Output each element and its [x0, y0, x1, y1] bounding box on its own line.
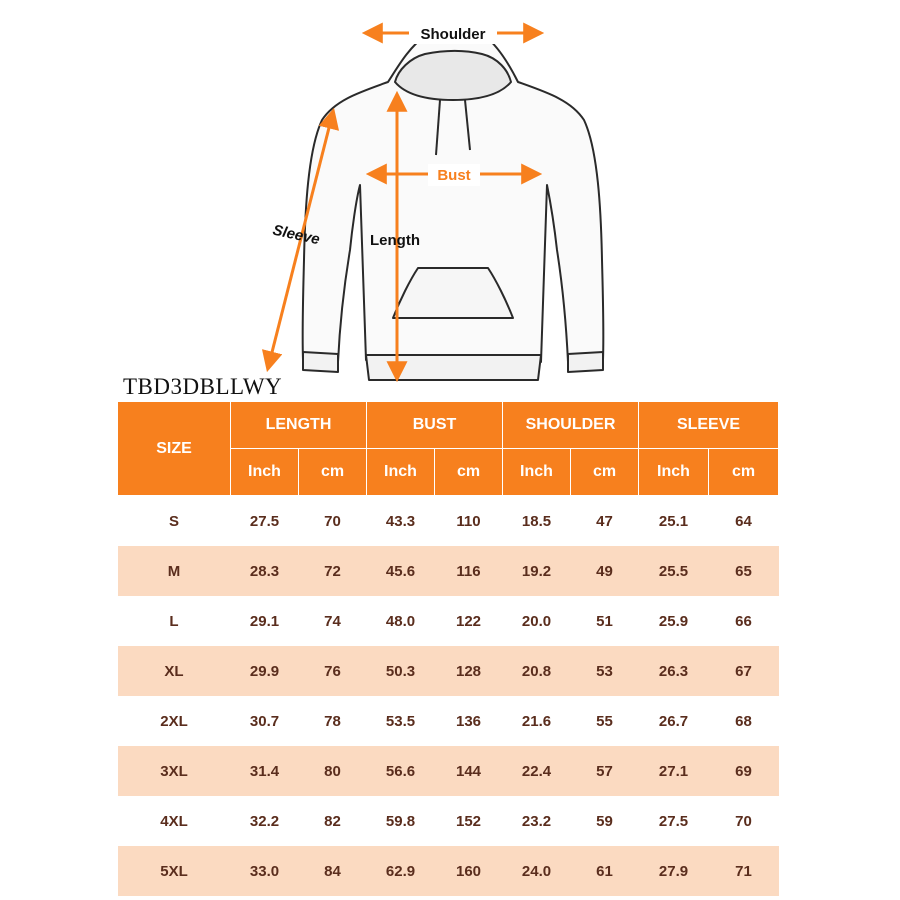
unit-cm-header: cm — [709, 449, 779, 496]
sleeve-header: SLEEVE — [639, 402, 779, 449]
measurement-cell: 32.2 — [231, 796, 299, 846]
table-row — [118, 646, 779, 696]
size-chart-table — [117, 401, 779, 896]
measurement-cell: 21.6 — [503, 696, 571, 746]
measurement-cell: 18.5 — [503, 496, 571, 547]
measurement-cell: 29.1 — [231, 596, 299, 646]
measurement-cell: 61 — [571, 846, 639, 896]
bust-header: BUST — [367, 402, 503, 449]
size-cell: M — [118, 546, 231, 596]
measurement-cell: 116 — [435, 546, 503, 596]
measurement-cell: 82 — [299, 796, 367, 846]
measurement-cell: 59 — [571, 796, 639, 846]
measurement-cell: 70 — [709, 796, 779, 846]
measurement-cell: 25.5 — [639, 546, 709, 596]
unit-inch-header: Inch — [639, 449, 709, 496]
unit-cm-header: cm — [435, 449, 503, 496]
measurement-cell: 26.7 — [639, 696, 709, 746]
measurement-cell: 152 — [435, 796, 503, 846]
size-header: SIZE — [118, 402, 231, 496]
measurement-cell: 53 — [571, 646, 639, 696]
unit-cm-header: cm — [299, 449, 367, 496]
measurement-cell: 57 — [571, 746, 639, 796]
measurement-cell: 27.5 — [231, 496, 299, 547]
measurement-cell: 31.4 — [231, 746, 299, 796]
measurement-cell: 72 — [299, 546, 367, 596]
table-row — [118, 546, 779, 596]
measurement-cell: 30.7 — [231, 696, 299, 746]
bust-label: Bust — [437, 167, 471, 184]
measurement-cell: 50.3 — [367, 646, 435, 696]
unit-inch-header: Inch — [231, 449, 299, 496]
measurement-cell: 110 — [435, 496, 503, 547]
table-row — [118, 746, 779, 796]
measurement-cell: 27.1 — [639, 746, 709, 796]
measurement-cell: 49 — [571, 546, 639, 596]
measurement-cell: 20.8 — [503, 646, 571, 696]
measurement-cell: 29.9 — [231, 646, 299, 696]
size-cell: 5XL — [118, 846, 231, 896]
table-row — [118, 796, 779, 846]
measurement-cell: 56.6 — [367, 746, 435, 796]
measurement-cell: 66 — [709, 596, 779, 646]
measurement-cell: 80 — [299, 746, 367, 796]
size-cell: XL — [118, 646, 231, 696]
measurement-cell: 160 — [435, 846, 503, 896]
unit-inch-header: Inch — [367, 449, 435, 496]
measurement-cell: 55 — [571, 696, 639, 746]
measurement-cell: 74 — [299, 596, 367, 646]
measurement-cell: 23.2 — [503, 796, 571, 846]
table-row — [118, 846, 779, 896]
measurement-cell: 27.9 — [639, 846, 709, 896]
measurement-cell: 48.0 — [367, 596, 435, 646]
measurement-cell: 122 — [435, 596, 503, 646]
measurement-cell: 27.5 — [639, 796, 709, 846]
measurement-cell: 43.3 — [367, 496, 435, 547]
measurement-cell: 26.3 — [639, 646, 709, 696]
measurement-cell: 69 — [709, 746, 779, 796]
measurement-cell: 65 — [709, 546, 779, 596]
measurement-cell: 53.5 — [367, 696, 435, 746]
measurement-cell: 59.8 — [367, 796, 435, 846]
size-cell: 2XL — [118, 696, 231, 746]
product-code: TBD3DBLLWY — [123, 374, 283, 399]
unit-cm-header: cm — [571, 449, 639, 496]
table-row — [118, 596, 779, 646]
measurement-cell: 71 — [709, 846, 779, 896]
measurement-cell: 24.0 — [503, 846, 571, 896]
measurement-cell: 22.4 — [503, 746, 571, 796]
measurement-cell: 70 — [299, 496, 367, 547]
size-cell: 3XL — [118, 746, 231, 796]
measurement-cell: 62.9 — [367, 846, 435, 896]
measurement-cell: 47 — [571, 496, 639, 547]
measurement-cell: 33.0 — [231, 846, 299, 896]
length-label: Length — [370, 232, 420, 249]
size-cell: 4XL — [118, 796, 231, 846]
unit-inch-header: Inch — [503, 449, 571, 496]
length-header: LENGTH — [231, 402, 367, 449]
sleeve-label: Sleeve — [271, 221, 322, 249]
measurement-cell: 28.3 — [231, 546, 299, 596]
measurement-cell: 67 — [709, 646, 779, 696]
measurement-cell: 76 — [299, 646, 367, 696]
measurement-cell: 51 — [571, 596, 639, 646]
measurement-cell: 45.6 — [367, 546, 435, 596]
measurement-cell: 84 — [299, 846, 367, 896]
measurement-cell: 20.0 — [503, 596, 571, 646]
table-row — [118, 496, 779, 547]
size-cell: S — [118, 496, 231, 547]
hoodie-illustration — [303, 30, 604, 380]
measurement-cell: 25.1 — [639, 496, 709, 547]
hoodie-measurement-diagram — [0, 0, 900, 400]
shoulder-header: SHOULDER — [503, 402, 639, 449]
size-cell: L — [118, 596, 231, 646]
shoulder-label: Shoulder — [420, 26, 486, 43]
measurement-cell: 68 — [709, 696, 779, 746]
measurement-cell: 78 — [299, 696, 367, 746]
measurement-cell: 64 — [709, 496, 779, 547]
measurement-cell: 128 — [435, 646, 503, 696]
measurement-cell: 25.9 — [639, 596, 709, 646]
measurement-cell: 144 — [435, 746, 503, 796]
table-row — [118, 696, 779, 746]
measurement-cell: 19.2 — [503, 546, 571, 596]
measurement-cell: 136 — [435, 696, 503, 746]
